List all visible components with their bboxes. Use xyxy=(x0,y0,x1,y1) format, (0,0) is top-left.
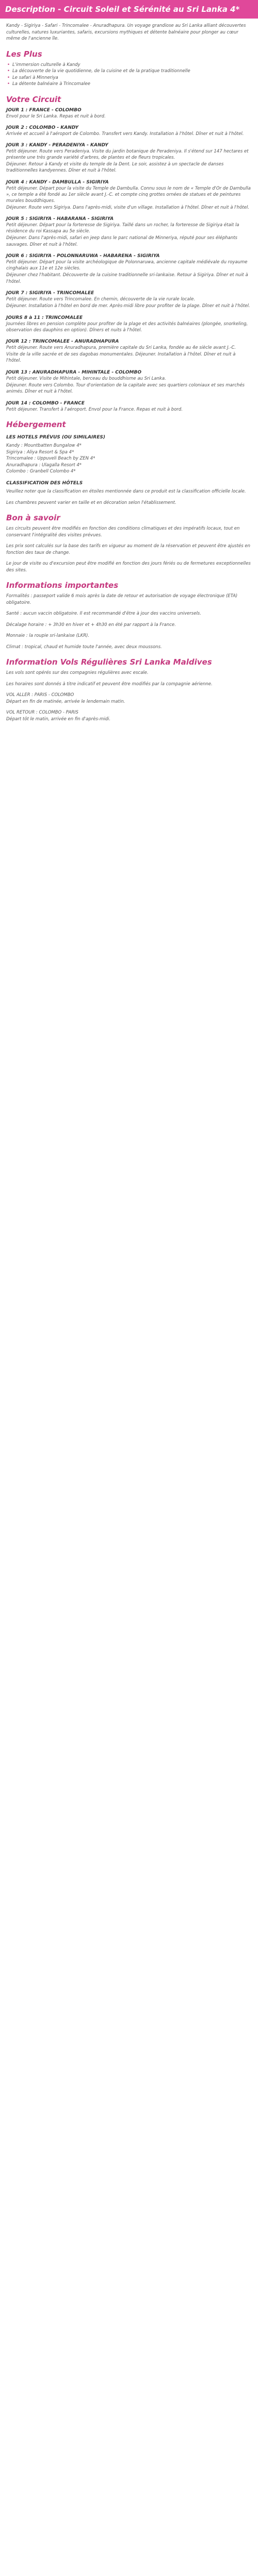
bullet-icon: • xyxy=(7,62,10,67)
bon-a-savoir-paragraph: Le jour de visite ou d'excursion peut être modifié en fonction des jours fériés ou de fermetures exceptionnelles des sites. xyxy=(6,561,251,573)
day-meta: Envol pour le Sri Lanka. Repas et nuit à bord. xyxy=(6,113,106,119)
infos-paragraph: Formalités : passeport valide 6 mois après la date de retour et autorisation de voyage électronique (ETA) obligatoire. xyxy=(6,594,238,605)
plus-item: • L'immersion culturelle à Kandy xyxy=(7,62,80,67)
day-meta: Journées libres en pension complète pour profiter de la plage et des activités balnéaires (plongée, snorkeling, observation des dauphins en option). Dîners et nuits à l'hôtel. xyxy=(6,321,248,333)
day-title: JOUR 5 : SIGIRIYA - HABARANA - SIGIRIYA xyxy=(6,216,114,222)
page xyxy=(0,0,258,738)
day-meta: Petit déjeuner. Départ pour la forteresse de Sigiriya. Taillé dans un rocher, la forteresse de Sigiriya était la résidence du roi Kassapa au 5e siècle. xyxy=(6,223,239,234)
day-title: JOUR 7 : SIGIRIYA - TRINCOMALEE xyxy=(6,291,94,296)
vols-line: VOL ALLER : PARIS - COLOMBO xyxy=(6,692,74,698)
infos-heading: Informations importantes xyxy=(6,581,119,590)
hotel-item: Anuradhapura : Ulagalla Resort 4* xyxy=(6,462,82,468)
day-title: JOUR 13 : ANURADHAPURA - MIHINTALE - COLOMBO xyxy=(6,369,142,375)
hebergement-section xyxy=(6,420,252,506)
page-title-banner xyxy=(0,0,258,19)
plus-list xyxy=(6,62,252,88)
hotel-item: Trincomalee : Uppuveli Beach by ZEN 4* xyxy=(6,456,95,461)
day-text: Déjeuner. Installation à l'hôtel en bord de mer. Après-midi libre pour profiter de la plage. Dîner et nuit à l'hôtel. xyxy=(6,303,250,309)
day-meta: Petit déjeuner. Route vers Peradeniya. Visite du jardin botanique de Peradeniya. Il s'étend sur 147 hectares et présente une très grande variété d'arbres, de plantes et de fleurs tropicales. xyxy=(6,148,249,160)
day-item xyxy=(6,253,252,285)
plus-heading: Les Plus xyxy=(6,49,42,59)
hotel-item: Kandy : Mountbatten Bungalow 4* xyxy=(6,443,82,448)
day-title: JOUR 4 : KANDY - DAMBULLA - SIGIRIYA xyxy=(6,179,109,185)
vols-paragraph: Les horaires sont donnés à titre indicatif et peuvent être modifiés par la compagnie aérienne. xyxy=(6,681,213,687)
bullet-icon: • xyxy=(7,75,10,80)
bon-a-savoir-section xyxy=(6,513,252,573)
day-text: Déjeuner. Dans l'après-midi, safari en jeep dans le parc national de Minneriya, réputé pour ses éléphants sauvages. Dîner et nuit à l'hôtel. xyxy=(6,235,237,247)
day-meta: Petit déjeuner. Route vers Anuradhapura, première capitale du Sri Lanka, fondée au 4e siècle avant J.-C. xyxy=(6,345,236,350)
plus-item: • La découverte de la vie quotidienne, de la cuisine et de la pratique traditionnelle xyxy=(7,69,190,74)
plus-section xyxy=(6,49,252,88)
day-meta: Petit déjeuner. Départ pour la visite du Temple de Dambulla. Connu sous le nom de « Temple d'Or de Dambulla », ce temple a été fondé au 1er siècle avant J.-C. et compte cinq grottes ornées de statues et de peintures murales bouddhiques. xyxy=(6,185,251,204)
day-item xyxy=(6,179,252,211)
vols-section xyxy=(6,657,252,722)
hotel-item: Colombo : Granbell Colombo 4* xyxy=(6,469,76,474)
day-text: Déjeuner. Route vers Sigiriya. Dans l'après-midi, visite d'un village. Installation à l'hôtel. Dîner et nuit à l'hôtel. xyxy=(6,205,250,210)
main-content xyxy=(0,19,258,738)
day-title: JOUR 2 : COLOMBO - KANDY xyxy=(6,125,79,130)
intro-text: Kandy - Sigiriya - Safari - Trincomalee - Anuradhapura. Un voyage grandiose au Sri Lanka alliant découvertes culturelles, natures luxuriantes, safaris, excursions mythiques et détente balnéaire pour plonger au cœur même de l'ancienne île. xyxy=(6,23,246,41)
infos-paragraph: Santé : aucun vaccin obligatoire. Il est recommandé d'être à jour des vaccins universels. xyxy=(6,611,201,616)
plus-item: • Le safari à Minneriya xyxy=(7,75,58,80)
day-item xyxy=(6,338,252,364)
plus-item: • La détente balnéaire à Trincomalee xyxy=(7,81,90,87)
bullet-icon: • xyxy=(7,69,10,74)
day-item xyxy=(6,290,252,310)
circuit-heading: Votre Circuit xyxy=(6,94,61,104)
day-title: JOUR 12 : TRINCOMALEE - ANURADHAPURA xyxy=(6,338,119,344)
infos-paragraph: Climat : tropical, chaud et humide toute l'année, avec deux moussons. xyxy=(6,644,162,650)
day-title: JOUR 14 : COLOMBO - FRANCE xyxy=(6,400,85,406)
day-item xyxy=(6,125,252,137)
bon-a-savoir-paragraph: Les circuits peuvent être modifiés en fonction des conditions climatiques et des impératifs locaux, tout en conservant l'intégralité des visites prévues. xyxy=(6,526,240,538)
vols-line: Départ tôt le matin, arrivée en fin d'après-midi. xyxy=(6,716,111,722)
page-title: Description - Circuit Soleil et Sérénité au Sri Lanka 4* xyxy=(5,5,240,14)
hotel-item: Sigiriya : Aliya Resort & Spa 4* xyxy=(6,449,74,455)
day-title: JOURS 8 à 11 : TRINCOMALEE xyxy=(6,315,83,320)
bon-a-savoir-heading: Bon à savoir xyxy=(6,513,60,522)
day-title: JOUR 3 : KANDY - PERADENIYA - KANDY xyxy=(6,142,108,148)
hotels-list xyxy=(6,443,252,475)
hebergement-paragraph: Les chambres peuvent varier en taille et en décoration selon l'établissement. xyxy=(6,500,176,505)
day-item xyxy=(6,369,252,395)
day-meta: Petit déjeuner. Départ pour la visite archéologique de Polonnaruwa, ancienne capitale médiévale du royaume cinghalais aux 11e et 12e siècles. xyxy=(6,260,248,271)
day-item xyxy=(6,107,252,120)
day-text: Déjeuner. Retour à Kandy et visite du temple de la Dent. Le soir, assistez à un spectacle de danses traditionnelles kandyennes. Dîner et nuit à l'hôtel. xyxy=(6,161,224,173)
day-text: Déjeuner. Route vers Colombo. Tour d'orientation de la capitale avec ses quartiers coloniaux et ses marchés animés. Dîner et nuit à l'hôtel. xyxy=(6,382,245,394)
day-text: Visite de la ville sacrée et de ses dagobas monumentales. Déjeuner. Installation à l'hôtel. Dîner et nuit à l'hôtel. xyxy=(6,351,236,363)
infos-paragraph: Monnaie : la roupie sri-lankaise (LKR). xyxy=(6,633,90,638)
bullet-icon: • xyxy=(7,81,10,87)
vols-line: VOL RETOUR : COLOMBO - PARIS xyxy=(6,710,78,715)
classification-label: CLASSIFICATION DES HÔTELS xyxy=(6,480,83,486)
day-text: Déjeuner chez l'habitant. Découverte de la cuisine traditionnelle sri-lankaise. Retour à Sigiriya. Dîner et nuit à l'hôtel. xyxy=(6,273,248,284)
day-item xyxy=(6,400,252,413)
day-meta: Arrivée et accueil à l'aéroport de Colombo. Transfert vers Kandy. Installation à l'hôtel. Dîner et nuit à l'hôtel. xyxy=(6,131,244,137)
day-meta: Petit déjeuner. Visite de Mihintale, berceau du bouddhisme au Sri Lanka. xyxy=(6,376,166,381)
day-title: JOUR 6 : SIGIRIYA - POLONNARUWA - HABARENA - SIGIRIYA xyxy=(6,253,160,259)
vols-paragraph: Les vols sont opérés sur des compagnies régulières avec escale. xyxy=(6,670,149,675)
hotels-label: LES HOTELS PRÉVUS (OU SIMILAIRES) xyxy=(6,434,105,440)
day-item xyxy=(6,216,252,248)
day-meta: Petit déjeuner. Transfert à l'aéroport. Envol pour la France. Repas et nuit à bord. xyxy=(6,406,183,412)
day-title: JOUR 1 : FRANCE - COLOMBO xyxy=(6,107,82,113)
hebergement-heading: Hébergement xyxy=(6,419,66,429)
vols-heading: Information Vols Régulières Sri Lanka Maldives xyxy=(6,657,212,667)
infos-paragraph: Décalage horaire : + 3h30 en hiver et + 4h30 en été par rapport à la France. xyxy=(6,622,176,628)
spacer xyxy=(6,705,252,709)
bon-a-savoir-paragraph: Les prix sont calculés sur la base des tarifs en vigueur au moment de la réservation et peuvent être ajustés en fonction des taux de change. xyxy=(6,544,251,555)
day-item xyxy=(6,315,252,333)
hebergement-paragraph: Veuillez noter que la classification en étoiles mentionnée dans ce produit est la classification officielle locale. xyxy=(6,489,246,494)
circuit-section xyxy=(6,95,252,413)
day-item xyxy=(6,142,252,174)
vols-line: Départ en fin de matinée, arrivée le lendemain matin. xyxy=(6,699,125,704)
day-meta: Petit déjeuner. Route vers Trincomalee. En chemin, découverte de la vie rurale locale. xyxy=(6,297,196,302)
infos-section xyxy=(6,581,252,650)
